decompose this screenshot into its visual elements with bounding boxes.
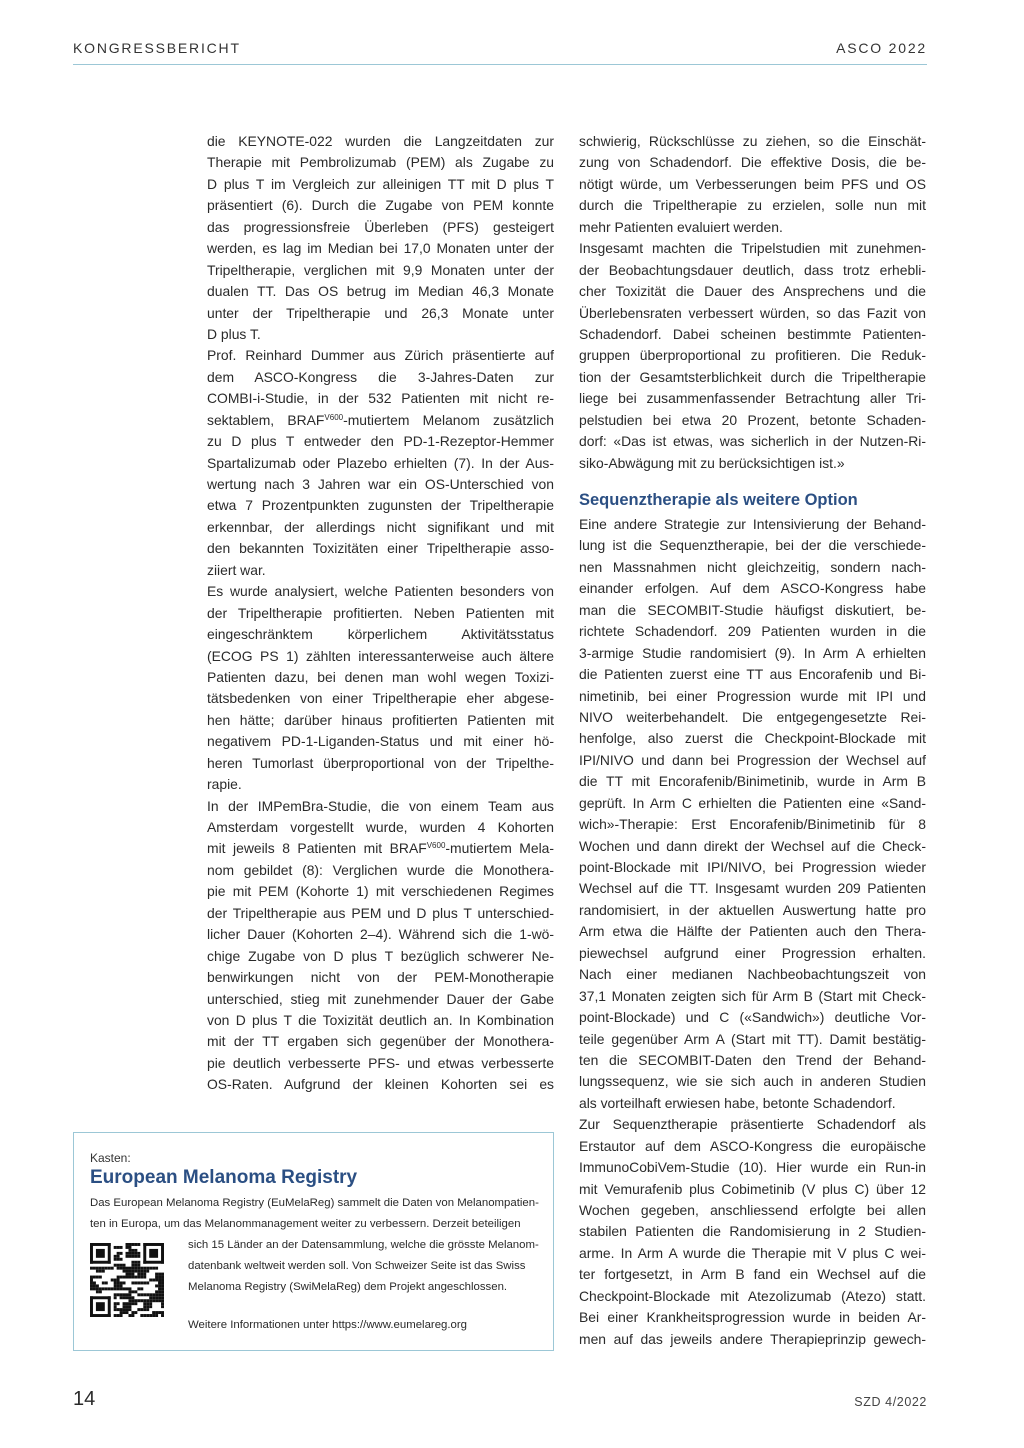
text-line: das progressionsfreie Überleben (PFS) gesteigert xyxy=(207,218,554,235)
text-line: die KEYNOTE-022 wurden die Langzeitdaten zur xyxy=(207,133,554,149)
text-line: ziiert war. xyxy=(207,561,266,578)
text-line: liege bei zusammenfassender Betrachtung aller Tri- xyxy=(579,390,926,407)
right-text-column xyxy=(579,131,926,1350)
text-line: randomisiert, in der aktuellen Auswertung hatte pro xyxy=(579,901,926,918)
text-line: negativem PD-1-Liganden-Status und mit einer hö- xyxy=(207,733,554,750)
text-line: ter fortgesetzt, in Arm B fand ein Wechsel auf die xyxy=(579,1266,926,1283)
box-text-line: sich 15 Länder an der Datensammlung, welche die grösste Melanom- xyxy=(188,1239,539,1251)
text-line: lung ist die Sequenztherapie, bei der die verschiede- xyxy=(579,537,926,554)
text-line: OS-Raten. Aufgrund der kleinen Kohorten sei es xyxy=(207,1076,554,1093)
text-line: piewechsel aufgrund einer Progression erhalten. xyxy=(579,944,926,961)
text-line: 3-armige Studie randomisiert (9). In Arm A erhielten xyxy=(579,644,926,661)
text-line: nimetinib, bei einer Progression wurde mit IPI und xyxy=(579,687,926,704)
section-label: KONGRESSBERICHT xyxy=(73,40,241,56)
section-heading: Sequenztherapie als weitere Option xyxy=(579,491,858,509)
text-line: mehr Patienten evaluiert werden. xyxy=(579,218,783,235)
text-line: heren Tumorlast überproportional von der Tripelthe- xyxy=(207,754,554,771)
text-line: Amsterdam vorgestellt wurde, wurden 4 Kohorten xyxy=(207,819,554,835)
text-line: 37,1 Monaten zeigten sich für Arm B (Start mit Check- xyxy=(579,987,926,1004)
text-line: pie mit PEM (Kohorte 1) mit verschiedenen Regimes xyxy=(207,883,554,900)
text-line: mit jeweils 8 Patienten mit $BRAF^{V600}$-mutiertem Mela- xyxy=(207,840,554,857)
text-line: als vorteilhaft erwiesen habe, betonte Schadendorf. xyxy=(579,1094,896,1111)
qr-code-icon[interactable] xyxy=(90,1243,164,1317)
text-line: ten die SECOMBIT-Daten den Trend der Behand- xyxy=(579,1051,926,1068)
text-line: benwirkungen nicht von der PEM-Monotherapie xyxy=(207,969,554,986)
text-line: die Patienten zuerst eine TT aus Encorafenib und Bi- xyxy=(579,666,926,683)
text-line: dualen TT. Das OS betrug im Median 46,3 Monate xyxy=(207,283,554,300)
text-line: cher Toxizität die Dauer des Ansprechens und die xyxy=(579,283,926,300)
text-line: arme. In Arm A wurde die Therapie mit V plus C wei- xyxy=(579,1244,926,1261)
text-line: (ECOG PS 1) zählten interessanterweise auch ältere xyxy=(207,647,554,664)
text-line: die TT mit Encorafenib/Binimetinib, wurde in Arm B xyxy=(579,773,926,790)
text-line: der Beobachtungsdauer deutlich, dass trotz erhebli- xyxy=(579,261,926,278)
text-line: werden, es lag im Median bei 17,0 Monaten unter der xyxy=(207,240,554,257)
text-line: unterschied, stieg mit zunehmender Dauer der Gabe xyxy=(207,990,554,1007)
text-line: Tripeltherapie, verglichen mit 9,9 Monaten unter der xyxy=(207,261,554,278)
text-line: tion der Gesamtsterblichkeit durch die Tripeltherapie xyxy=(579,368,926,385)
text-line: licher Dauer (Kohorten 2–4). Während sich die 1-wö- xyxy=(207,926,554,943)
text-line: sektablem, $BRAF^{V600}$-mutiertem Melanom zusätzlich xyxy=(207,411,554,428)
info-box xyxy=(73,1132,554,1351)
text-line: chige Zugabe von D plus T bezüglich schwerer Ne- xyxy=(207,947,554,964)
text-line: von D plus T die Toxizität deutlich an. In Kombination xyxy=(207,1011,554,1028)
text-line: henfolge, also zuerst die Checkpoint-Blockade mit xyxy=(579,730,926,747)
text-line: pelstudien bei etwa 20 Prozent, betonte Schaden- xyxy=(579,411,926,428)
text-line: stabilen Patienten die Randomisierung in 2 Studien- xyxy=(579,1223,926,1240)
text-line: erkennbar, der allerdings nicht signifikant und mit xyxy=(207,518,554,535)
text-line: wertung nach 3 Jahren war ein OS-Unterschied von xyxy=(207,476,554,492)
text-line: geprüft. In Arm C erhielten die Patienten eine «Sand- xyxy=(579,794,926,811)
text-line: Schadendorf. Dabei scheinen bestimmte Patienten- xyxy=(579,325,926,342)
text-line: Therapie mit Pembrolizumab (PEM) als Zugabe zu xyxy=(207,154,554,171)
text-line: zung von Schadendorf. Die effektive Dosis, die be- xyxy=(579,154,926,171)
text-line: pie deutlich verbesserte PFS- und etwas verbesserte xyxy=(207,1054,554,1071)
text-line: nen Massnahmen nicht gleichzeitig, sondern nach- xyxy=(579,558,926,575)
text-line: den bekannten Toxizitäten einer Tripeltherapie asso- xyxy=(207,540,554,557)
page-number: 14 xyxy=(73,1388,96,1410)
text-line: gruppen überproportional zu profitieren. Die Reduk- xyxy=(579,347,926,364)
text-line: der Tripeltherapie aus PEM und D plus T unterschied- xyxy=(207,904,554,921)
text-line: man die SECOMBIT-Studie häufigst diskutiert, be- xyxy=(579,601,926,618)
text-line: mit der TT ergaben sich gegenüber der Monothera- xyxy=(207,1033,554,1050)
text-line: Wechsel auf die TT. Insgesamt wurden 209 Patienten xyxy=(579,880,926,897)
right-text-part-b xyxy=(579,514,926,1350)
text-line: Es wurde analysiert, welche Patienten besonders von xyxy=(207,583,554,600)
text-line: Checkpoint-Blockade mit Atezolizumab (Atezo) statt. xyxy=(579,1287,926,1304)
box-title: European Melanoma Registry xyxy=(90,1167,358,1188)
text-line: point-Blockade) und C («Sandwich») deutliche Vor- xyxy=(579,1009,926,1026)
text-line: men auf das jeweils andere Therapieprinzip gewech- xyxy=(579,1330,926,1347)
text-line: siko-Abwägung mit zu berücksichtigen ist.» xyxy=(579,454,845,471)
right-text-part-a xyxy=(579,131,926,474)
text-line: etwa 7 Prozentpunkten zugunsten der Tripeltherapie xyxy=(207,497,554,514)
text-line: mit Vemurafenib plus Cobimetinib (V plus C) über 12 xyxy=(579,1180,926,1197)
box-label: Kasten: xyxy=(90,1151,131,1165)
text-line: nom gebildet (8): Verglichen wurde die Monothera- xyxy=(207,861,554,878)
text-line: der Tripeltherapie profitierten. Neben Patienten mit xyxy=(207,604,554,621)
box-text-line: Das European Melanoma Registry (EuMelaReg) sammelt die Daten von Melanompatien- xyxy=(90,1197,539,1209)
text-line: Wochen und dann direkt der Wechsel auf die Check- xyxy=(579,837,926,854)
text-line: D plus T im Vergleich zur alleinigen TT mit D plus T xyxy=(207,175,554,192)
text-line: Überlebensraten verbessert würden, so das Fazit von xyxy=(579,304,926,321)
text-line: NIVO weiterbehandelt. Die entgegengesetzte Rei- xyxy=(579,708,926,725)
text-line: Patienten dazu, bei denen man wohl wegen Toxizi- xyxy=(207,668,554,685)
text-line: dorf: «Das ist etwas, was sicherlich in der Nutzen-Ri- xyxy=(579,433,926,450)
left-text-column xyxy=(207,131,554,1096)
event-label: ASCO 2022 xyxy=(836,40,927,56)
text-line: Nach einer medianen Nachbeobachtungszeit von xyxy=(579,966,926,983)
box-text-line: ten in Europa, um das Melanommanagement weiter zu verbessern. Derzeit beteiligen xyxy=(90,1218,521,1230)
text-line: dem ASCO-Kongress die 3-Jahres-Daten zur xyxy=(207,368,554,385)
text-line: unter der Tripeltherapie und 26,3 Monate unter xyxy=(207,304,554,321)
text-line: Zur Sequenztherapie präsentierte Schadendorf als xyxy=(579,1116,926,1133)
issue-label: SZD 4/2022 xyxy=(854,1395,927,1409)
text-line: Eine andere Strategie zur Intensivierung der Behand- xyxy=(579,516,926,532)
text-line: D plus T. xyxy=(207,325,261,342)
box-text-line: Melanoma Registry (SwiMelaReg) dem Projekt angeschlossen. xyxy=(188,1281,508,1293)
text-line: nötigt würde, um Verbesserungen beim PFS und OS xyxy=(579,175,926,192)
text-line: richtete Schadendorf. 209 Patienten wurden in die xyxy=(579,623,926,640)
text-line: rapie. xyxy=(207,776,242,793)
text-line: Insgesamt machten die Tripelstudien mit zunehmen- xyxy=(579,240,926,257)
text-line: teile gegenüber Arm A (Start mit TT). Damit bestätig- xyxy=(579,1030,926,1047)
text-line: Erstautor auf dem ASCO-Kongress die europäische xyxy=(579,1137,926,1154)
text-line: eingeschränktem körperlichem Aktivitätsstatus xyxy=(207,626,554,643)
text-line: hen hätte; darüber hinaus profitierten Patienten mit xyxy=(207,711,554,728)
text-line: IPI/NIVO und dann bei Progression der Wechsel auf xyxy=(579,751,926,768)
text-line: Wochen gegeben, anschliessend erfolgte bei allen xyxy=(579,1202,926,1218)
text-line: In der IMPemBra-Studie, die von einem Team aus xyxy=(207,797,554,814)
text-line: Bei einer Krankheitsprogression wurde in beiden Ar- xyxy=(579,1309,926,1326)
text-line: wich»-Therapie: Erst Encorafenib/Binimetinib für 8 xyxy=(579,816,926,833)
text-line: lungssequenz, wie sie sich auch in anderen Studien xyxy=(579,1073,926,1090)
text-line: ImmunoCobiVem-Studie (10). Hier wurde ein Run-in xyxy=(579,1159,926,1176)
text-line: COMBI-i-Studie, in der 532 Patienten mit nicht re- xyxy=(207,390,554,407)
text-line: Spartalizumab oder Plazebo erhielten (7). In der Aus- xyxy=(207,454,554,471)
text-line: einander erfolgen. Auf dem ASCO-Kongress habe xyxy=(579,580,926,597)
text-line: tätsbedenken von einer Tripeltherapie eher abgese- xyxy=(207,690,554,707)
text-line: präsentiert (6). Durch die Zugabe von PEM konnte xyxy=(207,197,554,214)
text-line: zu D plus T entweder den PD-1-Rezeptor-Hemmer xyxy=(207,433,554,450)
page-header xyxy=(73,40,927,65)
text-line: durch die Tripeltherapie zu erzielen, solle nun mit xyxy=(579,197,926,214)
text-line: schwierig, Rückschlüsse zu ziehen, so die Einschät- xyxy=(579,133,926,149)
text-line: Prof. Reinhard Dummer aus Zürich präsentierte auf xyxy=(207,347,554,364)
box-info-link[interactable]: Weitere Informationen unter https://www.eumelareg.org xyxy=(188,1319,467,1331)
box-text-line: datenbank weltweit werden soll. Von Schweizer Seite ist das Swiss xyxy=(188,1260,526,1272)
text-line: point-Blockade mit IPI/NIVO, bei Progression wieder xyxy=(579,859,926,875)
text-line: Arm etwa die Hälfte der Patienten auch den Thera- xyxy=(579,923,926,940)
